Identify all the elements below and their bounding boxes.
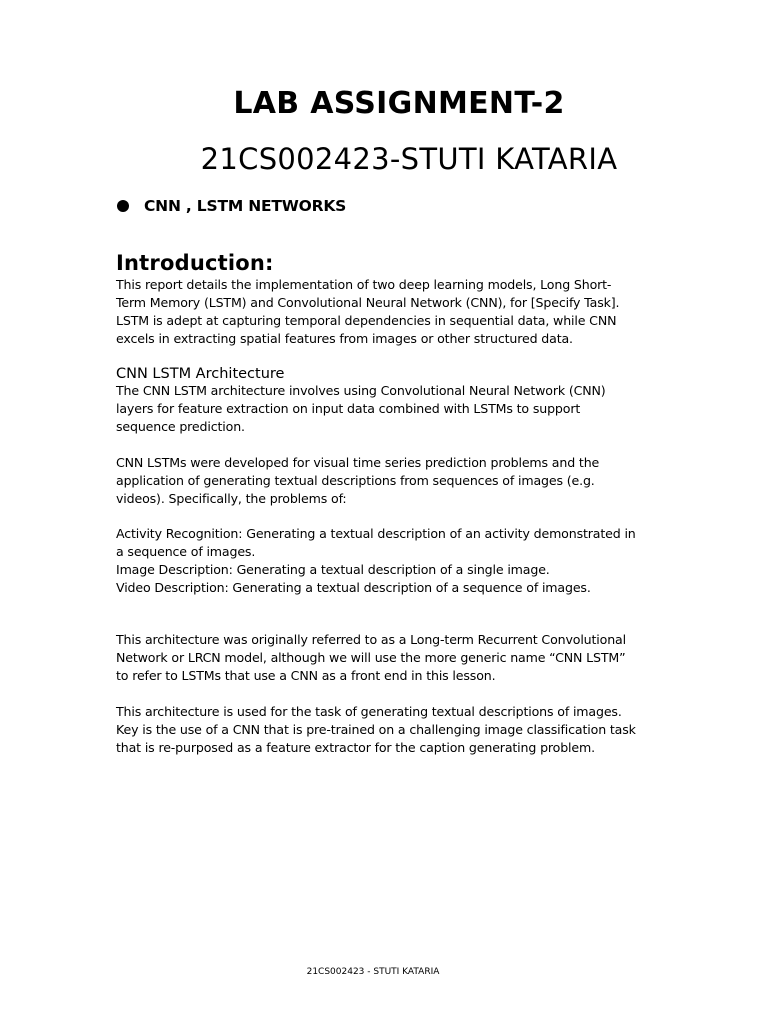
document-subtitle: 21CS002423-STUTI KATARIA <box>200 142 618 176</box>
document-title: LAB ASSIGNMENT-2 <box>233 86 565 121</box>
paragraph-line: Image Description: Generating a textual description of a single image. <box>116 562 550 577</box>
introduction-paragraph <box>116 276 656 348</box>
paragraph-line: This report details the implementation of two deep learning models, Long Short- <box>116 277 612 292</box>
paragraph-line: videos). Specifically, the problems of: <box>116 491 347 506</box>
paragraph-line: Video Description: Generating a textual description of a sequence of images. <box>116 580 591 595</box>
architecture-heading: CNN LSTM Architecture <box>116 366 285 382</box>
lrcn-paragraph <box>116 631 656 685</box>
architecture-paragraph <box>116 382 656 436</box>
paragraph-line: CNN LSTMs were developed for visual time series prediction problems and the <box>116 455 600 470</box>
paragraph-line: The CNN LSTM architecture involves using Convolutional Neural Network (CNN) <box>116 383 606 398</box>
development-paragraph <box>116 454 656 508</box>
problems-paragraph <box>116 525 676 597</box>
paragraph-line: sequence prediction. <box>116 419 245 434</box>
page-footer: 21CS002423 - STUTI KATARIA <box>306 967 440 977</box>
paragraph-line: a sequence of images. <box>116 544 256 559</box>
bullet-text: CNN , LSTM NETWORKS <box>144 197 347 215</box>
bullet-dot-icon <box>117 200 129 212</box>
paragraph-line: Activity Recognition: Generating a textual description of an activity demonstrated in <box>116 526 636 541</box>
paragraph-line: that is re-purposed as a feature extractor for the caption generating problem. <box>116 740 595 755</box>
paragraph-line: Key is the use of a CNN that is pre-trained on a challenging image classification task <box>116 722 636 737</box>
paragraph-line: layers for feature extraction on input data combined with LSTMs to support <box>116 401 581 416</box>
introduction-heading: Introduction: <box>116 251 274 275</box>
paragraph-line: LSTM is adept at capturing temporal dependencies in sequential data, while CNN <box>116 313 617 328</box>
paragraph-line: application of generating textual descriptions from sequences of images (e.g. <box>116 473 595 488</box>
paragraph-line: Term Memory (LSTM) and Convolutional Neural Network (CNN), for [Specify Task]. <box>116 295 620 310</box>
paragraph-line: This architecture is used for the task of generating textual descriptions of images. <box>116 704 622 719</box>
paragraph-line: to refer to LSTMs that use a CNN as a front end in this lesson. <box>116 668 496 683</box>
usage-paragraph <box>116 703 656 757</box>
paragraph-line: Network or LRCN model, although we will use the more generic name “CNN LSTM” <box>116 650 626 665</box>
paragraph-line: excels in extracting spatial features from images or other structured data. <box>116 331 573 346</box>
paragraph-line: This architecture was originally referred to as a Long-term Recurrent Convolutional <box>116 632 626 647</box>
bullet-item <box>117 195 346 217</box>
